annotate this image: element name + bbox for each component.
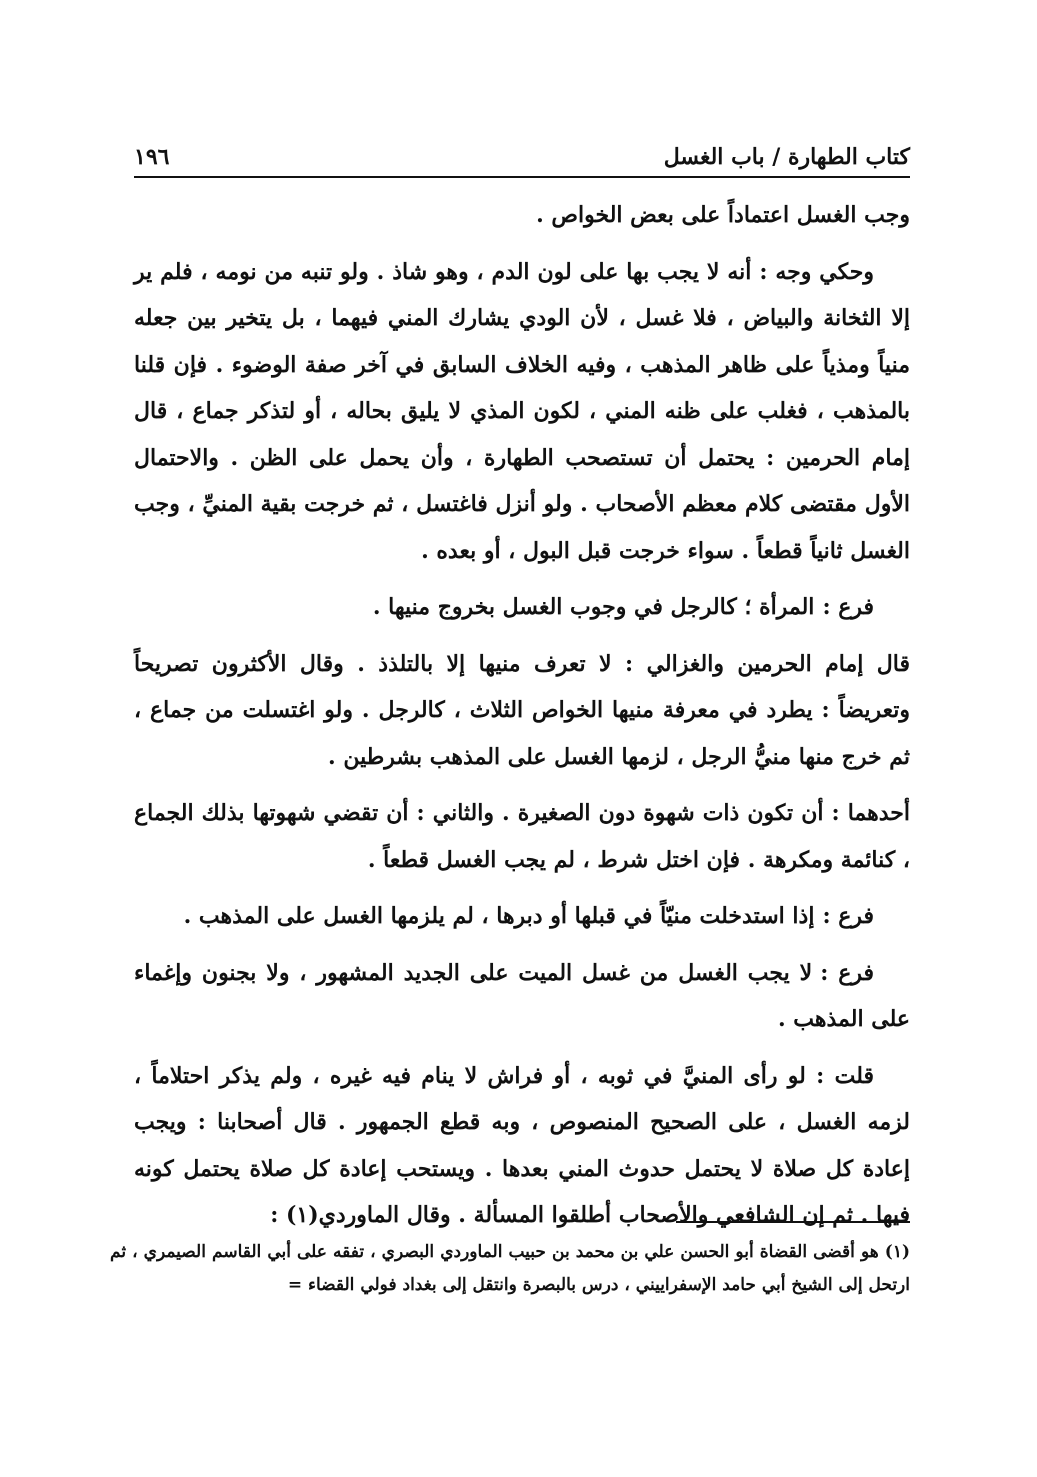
far-label: فرع : — [820, 959, 875, 986]
footnote-divider — [676, 1221, 910, 1223]
paragraph-wajh: وحكي وجه : أنه لا يجب بها على لون الدم ، وهو شاذ . ولو تنبه من نومه ، فلم ير إلا الثخانة والبياض ، فلا غسل ، لأن الودي يشارك المني فيهما ، بل يتخير بين جعله منياً ومذياً على ظاهر المذهب ، وفيه الخلاف السابق في آخر صفة الوضوء . فإن قلنا بالمذهب ، فغلب على ظنه المني ، لكون المذي لا يليق بحاله ، أو لتذكر جماع ، قال إمام الحرمين : يحتمل أن تستصحب الطهارة ، وأن يحمل على الظن . والاحتمال الأول مقتضى كلام معظم الأصحاب . ولو أنزل فاغتسل ، ثم خرجت بقية المنيِّ ، وجب الغسل ثانياً قطعاً . سواء خرجت قبل البول ، أو بعده . — [134, 258, 910, 564]
paragraph-conditions: أحدهما : أن تكون ذات شهوة دون الصغيرة . والثاني : أن تقضي شهوتها بذلك الجماع ، كنائمة ومكرهة . فإن اختل شرط ، لم يجب الغسل قطعاً . — [134, 800, 911, 873]
paragraph-continuation: وجب الغسل اعتماداً على بعض الخواص . — [536, 202, 910, 228]
paragraph-far-woman — [134, 584, 910, 631]
paragraph-far-istidkhal — [134, 893, 910, 940]
paragraph-far-mayyit — [134, 950, 910, 1043]
footnotes — [110, 1236, 910, 1302]
running-title: كتاب الطهارة / باب الغسل — [663, 144, 910, 170]
page-header — [134, 126, 910, 170]
page-number: ١٩٦ — [134, 144, 170, 170]
far-text: المرأة ؛ كالرجل في وجوب الغسل بخروج منيها . — [372, 594, 815, 620]
far-label: فرع : — [822, 903, 874, 929]
paragraph-imam-haramayn: قال إمام الحرمين والغزالي : لا تعرف منيها إلا بالتلذذ . وقال الأكثرون تصريحاً وتعريضاً : يطرد في معرفة منيها الخواص الثلاث ، كالرجل . ولو اغتسلت من جماع ، ثم خرج منها منيُّ الرجل ، لزمها الغسل على المذهب بشرطين . — [134, 650, 910, 770]
main-text — [134, 192, 910, 1239]
paragraph-qultu: قلت : لو رأى المنيَّ في ثوبه ، أو فراش لا ينام فيه غيره ، ولم يذكر احتلاماً ، لزمه الغسل ، على الصحيح المنصوص ، وبه قطع الجمهور . قال أصحابنا : ويجب إعادة كل صلاة لا يحتمل حدوث المني بعدها . ويستحب إعادة كل صلاة يحتمل كونه فيها . ثم إن الشافعي والأصحاب أطلقوا المسألة . وقال الماوردي(١) : — [134, 1062, 910, 1228]
header-divider — [134, 176, 910, 178]
far-text: لا يجب الغسل من غسل الميت على الجديد المشهور ، ولا بجنون وإغماء على المذهب . — [134, 959, 910, 1032]
far-text: إذا استدخلت منيّاً في قبلها أو دبرها ، لم يلزمها الغسل على المذهب . — [183, 903, 815, 929]
far-label: فرع : — [822, 594, 874, 620]
footnote-1: (١) هو أقضى القضاة أبو الحسن علي بن محمد بن حبيب الماوردي البصري ، تفقه على أبي القاسم الصيمري ، ثم ارتحل إلى الشيخ أبي حامد الإسفراييني ، درس بالبصرة وانتقل إلى بغداد فولي القضاء = — [110, 1242, 910, 1295]
